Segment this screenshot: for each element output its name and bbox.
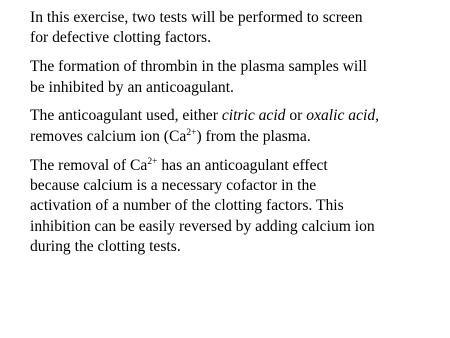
text-fragment: ) from the plasma. (196, 127, 311, 145)
text-line: The formation of thrombin in the plasma samples will (30, 58, 367, 76)
superscript-charge: 2+ (147, 156, 158, 167)
paragraph-anticoagulant-used (30, 106, 446, 147)
paragraph-exercise-intro (30, 8, 446, 49)
text-line (30, 127, 446, 147)
text-fragment: The anticoagulant used, either (30, 107, 222, 125)
text-fragment: or (285, 107, 307, 125)
text-line: be inhibited by an anticoagulant. (30, 78, 234, 96)
text-line: activation of a number of the clotting factors. This (30, 197, 344, 215)
paragraph-thrombin-formation (30, 57, 446, 98)
text-fragment: The removal of Ca (30, 156, 148, 174)
text-line: In this exercise, two tests will be performed to screen (30, 9, 363, 26)
text-line (30, 106, 446, 126)
text-fragment: removes calcium ion (Ca (30, 127, 187, 145)
paragraph-calcium-removal (30, 156, 446, 258)
text-line: during the clotting tests. (30, 238, 181, 256)
text-line: for defective clotting factors. (30, 29, 211, 47)
italic-term-oxalic-acid: oxalic acid, (306, 107, 380, 125)
text-line: inhibition can be easily reversed by adding calcium ion (30, 217, 375, 235)
text-line: because calcium is a necessary cofactor in the (30, 177, 317, 195)
italic-term-citric-acid: citric acid (221, 107, 286, 125)
superscript-charge: 2+ (186, 127, 197, 138)
text-line (30, 156, 446, 176)
document-body (30, 8, 446, 266)
text-fragment: has an anticoagulant effect (157, 156, 328, 174)
